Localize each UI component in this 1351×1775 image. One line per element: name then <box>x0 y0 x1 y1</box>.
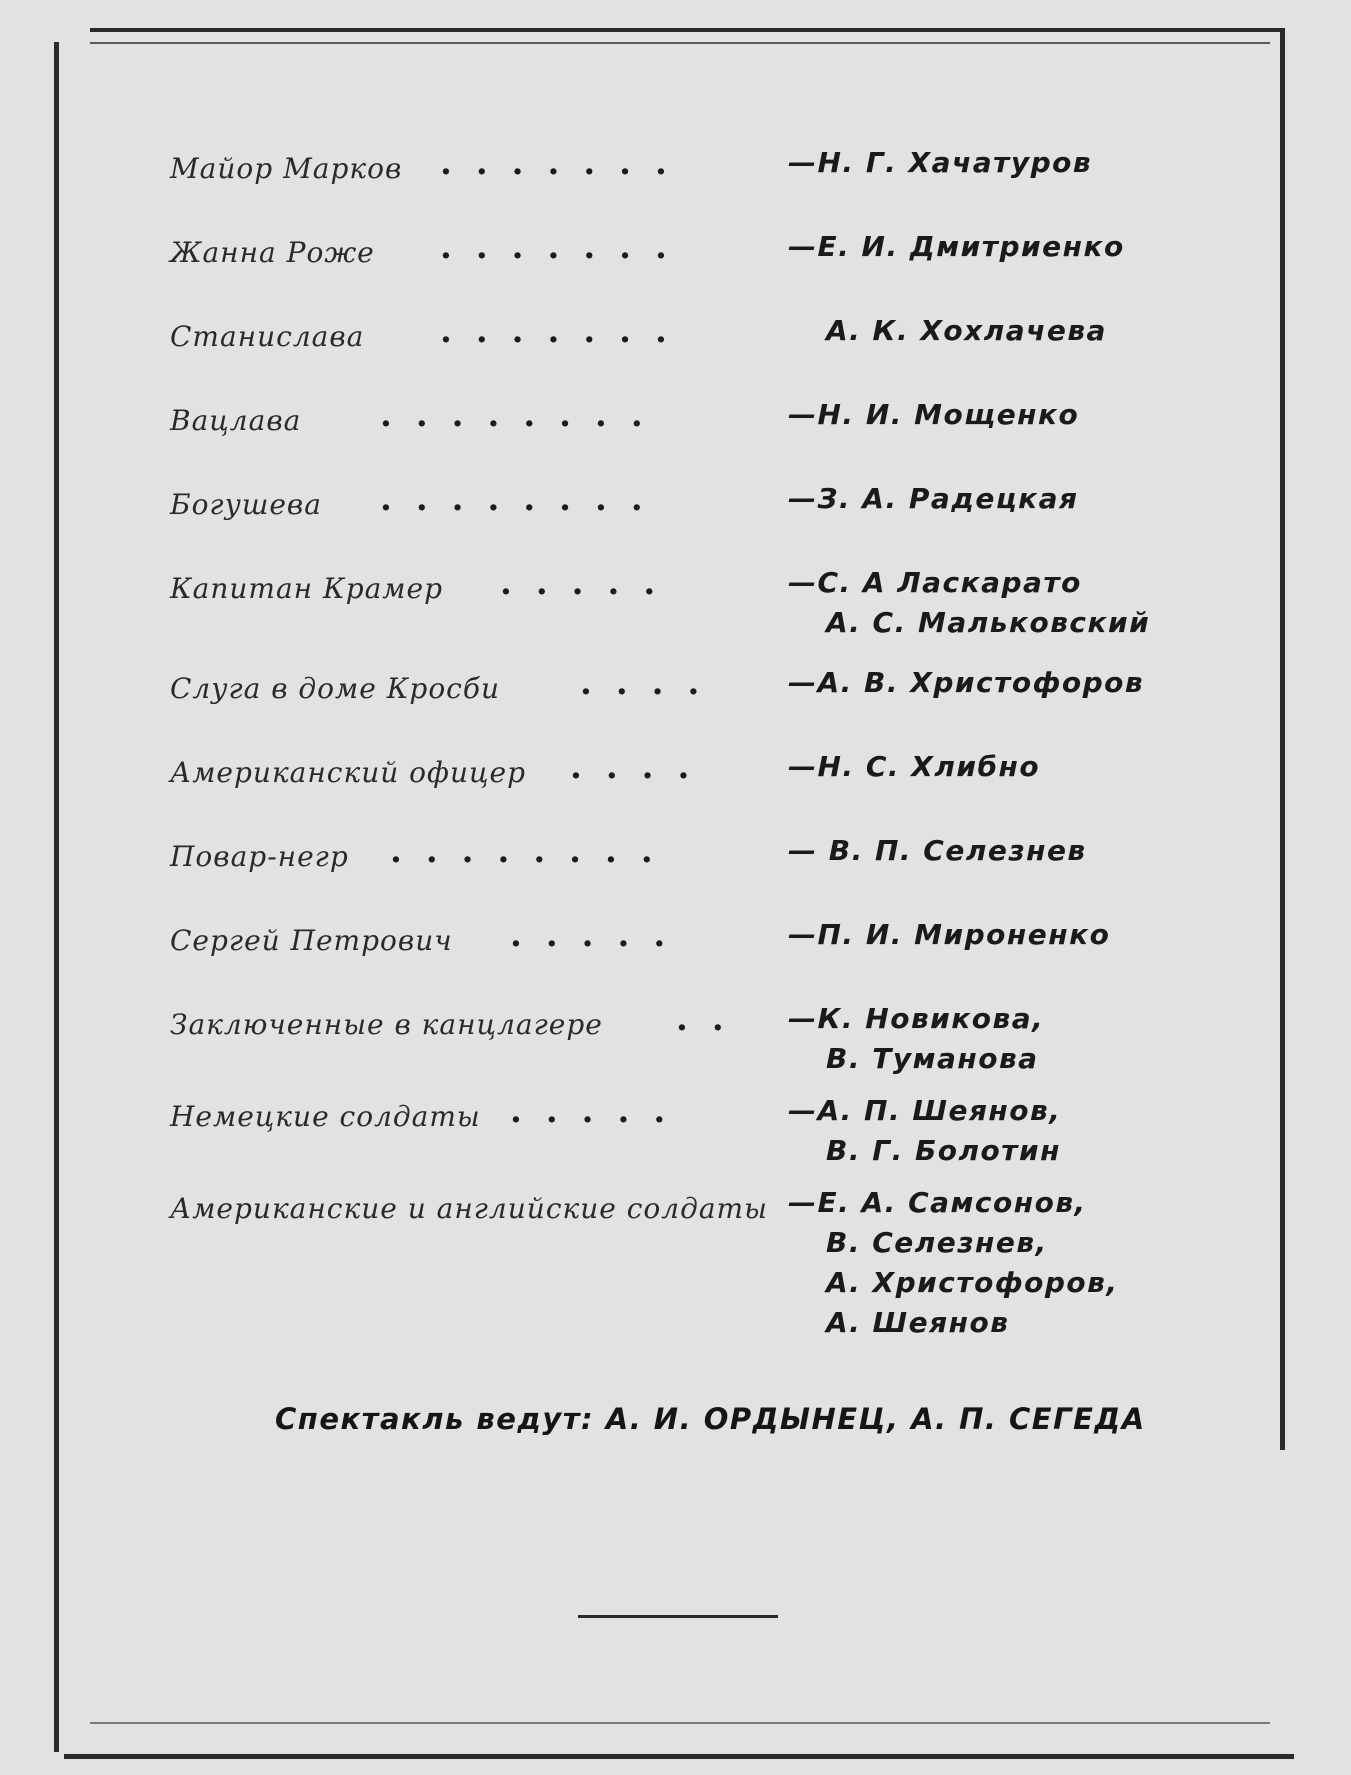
frame-inner-bottom-rule <box>90 1722 1270 1724</box>
actor-name: —П. И. Мироненко <box>788 918 1111 951</box>
leader-dots: ···· <box>580 672 724 712</box>
cast-row <box>0 918 1351 964</box>
frame-left-border <box>54 42 59 1752</box>
cast-row <box>0 146 1351 192</box>
actor-name: — В. П. Селезнев <box>788 834 1087 867</box>
actor-name: —С. А Ласкарато <box>788 566 1082 599</box>
leader-dots: ········ <box>380 488 667 528</box>
actor-name: —А. В. Христофоров <box>788 666 1145 699</box>
actor-name: В. Туманова <box>826 1042 1039 1075</box>
role-name: Немецкие солдаты <box>170 1100 481 1133</box>
leader-dots: ·· <box>676 1008 748 1048</box>
leader-dots: ···· <box>570 756 714 796</box>
leader-dots: ······· <box>440 236 691 276</box>
frame-inner-top-rule <box>90 42 1270 44</box>
actor-name: А. К. Хохлачева <box>826 314 1107 347</box>
role-name: Американские и английские солдаты <box>170 1192 768 1225</box>
actor-name: —Е. А. Самсонов, <box>788 1186 1087 1219</box>
actor-name: А. С. Мальковский <box>826 606 1151 639</box>
role-name: Заключенные в канцлагере <box>170 1008 603 1041</box>
role-name: Слуга в доме Кросби <box>170 672 500 705</box>
cast-row <box>0 314 1351 360</box>
actor-name: А. Христофоров, <box>826 1266 1119 1299</box>
end-rule <box>578 1615 778 1618</box>
cast-row <box>0 1186 1351 1339</box>
actor-name: —Н. И. Мощенко <box>788 398 1080 431</box>
leader-dots: ········ <box>390 840 677 880</box>
cast-row <box>0 750 1351 796</box>
cast-row <box>0 230 1351 276</box>
leader-dots: ······· <box>440 152 691 192</box>
cast-row <box>0 834 1351 880</box>
role-name: Американский офицер <box>170 756 527 789</box>
cast-row <box>0 482 1351 528</box>
frame-top-border <box>90 28 1285 32</box>
role-name: Жанна Роже <box>170 236 375 269</box>
role-name: Повар-негр <box>170 840 349 873</box>
role-name: Богушева <box>170 488 322 521</box>
cast-row <box>0 566 1351 639</box>
actor-name: В. Селезнев, <box>826 1226 1048 1259</box>
leader-dots: ········ <box>380 404 667 444</box>
cast-row <box>0 1002 1351 1075</box>
actor-name: В. Г. Болотин <box>826 1134 1061 1167</box>
actor-name: —Н. С. Хлибно <box>788 750 1041 783</box>
role-name: Майор Марков <box>170 152 403 185</box>
role-name: Капитан Крамер <box>170 572 444 605</box>
actor-name: —А. П. Шеянов, <box>788 1094 1062 1127</box>
actor-name: А. Шеянов <box>826 1306 1010 1339</box>
frame-bottom-border <box>64 1754 1294 1759</box>
leader-dots: ······· <box>440 320 691 360</box>
role-name: Сергей Петрович <box>170 924 453 957</box>
actor-name: —Е. И. Дмитриенко <box>788 230 1125 263</box>
cast-row <box>0 398 1351 444</box>
performance-credits: Спектакль ведут: А. И. ОРДЫНЕЦ, А. П. СЕГЕДА <box>275 1402 1146 1436</box>
cast-row <box>0 666 1351 712</box>
role-name: Вацлава <box>170 404 302 437</box>
cast-row <box>0 1094 1351 1167</box>
actor-name: —К. Новикова, <box>788 1002 1045 1035</box>
leader-dots: ····· <box>500 572 680 612</box>
actor-name: —З. А. Радецкая <box>788 482 1079 515</box>
actor-name: —Н. Г. Хачатуров <box>788 146 1093 179</box>
leader-dots: ····· <box>510 1100 690 1140</box>
leader-dots: ····· <box>510 924 690 964</box>
role-name: Станислава <box>170 320 365 353</box>
